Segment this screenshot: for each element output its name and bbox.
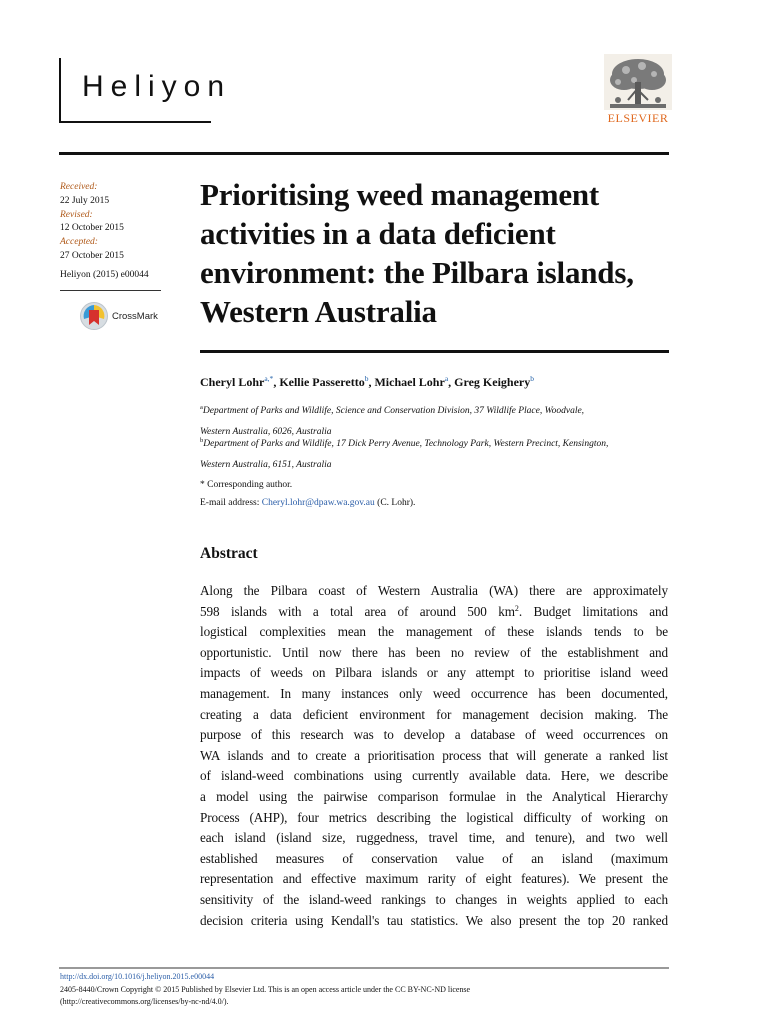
abstract-line: decision criteria using Kendall's tau statistics. We also present the top 20 ranked: [200, 912, 668, 928]
affiliation: [200, 430, 670, 476]
author-marks[interactable]: a,*: [264, 374, 274, 383]
author-name: Kellie Passeretto: [279, 375, 365, 389]
publisher-name: ELSEVIER: [607, 111, 669, 125]
author-separator: ,: [368, 375, 375, 389]
email-suffix: (C. Lohr).: [374, 498, 416, 508]
footer-rule: [59, 967, 669, 969]
author-separator: ,: [448, 375, 455, 389]
article-citation: Heliyon (2015) e00044: [60, 270, 149, 280]
author-marks[interactable]: a: [444, 374, 449, 383]
author-marks[interactable]: b: [530, 374, 534, 383]
superscript: 2: [514, 603, 519, 613]
affiliation-line: Western Australia, 6026, Australia: [200, 427, 332, 437]
abstract-line: Along the Pilbara coast of Western Australia (WA) there are approximately: [200, 583, 668, 598]
history-rule: [60, 290, 161, 291]
abstract-line: Process (AHP), four metrics describing the logistical difficulty of working on: [200, 809, 668, 825]
journal-name: Heliyon: [82, 70, 232, 103]
license-link[interactable]: (http://creativecommons.org/licenses/by-nc-nd/4.0/).: [60, 997, 229, 1007]
abstract-heading: Abstract: [200, 545, 258, 562]
abstract-line: established measures of conservation value of an island (maximum: [200, 850, 668, 866]
abstract-line: purpose of this research was to develop a database of weed occurrences on: [200, 727, 668, 743]
abstract-line: a model using the pairwise comparison formulae in the Analytical Hierarchy: [200, 788, 668, 804]
article-title: Prioritising weed management activities in a data deficient environment: the Pilbara islands, Western Australia: [200, 177, 634, 329]
email-label: E-mail address:: [200, 498, 262, 508]
corresponding-author: [200, 476, 415, 512]
abstract-line: creating a data deficient environment for management decision making. The: [200, 706, 668, 722]
accepted-label: Accepted:: [60, 237, 98, 248]
abstract-line: opportunistic. Until now there has been no review of the establishment and: [200, 644, 668, 660]
affiliation-mark: a: [200, 404, 203, 411]
abstract-line: impacts of weeds on Pilbara islands or any attempt to prioritise island weed: [200, 665, 668, 681]
abstract-line: management. In many instances only weed occurrence has been documented,: [200, 685, 668, 701]
crossmark-label: CrossMark: [112, 310, 158, 322]
abstract-line-text: . Budget limitations and: [518, 603, 668, 619]
received-date: 22 July 2015: [60, 195, 110, 206]
affiliation-mark: b: [200, 437, 204, 444]
copyright-line: 2405-8440/Crown Copyright © 2015 Published by Elsevier Ltd. This is an open access article under the CC BY-NC-ND license: [60, 984, 471, 994]
author-separator: ,: [273, 375, 280, 389]
author-name: Greg Keighery: [454, 375, 531, 389]
email-link[interactable]: Cheryl.lohr@dpaw.wa.gov.au: [261, 498, 375, 508]
abstract-line: sensitivity of the island-weed rankings to changes in weights applied to each: [200, 891, 668, 907]
article-history: [60, 181, 170, 264]
abstract-line: logistical complexities mean the management of these islands tends to be: [200, 624, 668, 640]
doi-link[interactable]: http://dx.doi.org/10.1016/j.heliyon.2015.e00044: [60, 972, 215, 981]
author-name: Michael Lohr: [374, 375, 445, 389]
title-rule: [200, 350, 669, 353]
corresponding-note: * Corresponding author.: [200, 480, 293, 490]
abstract-body: [200, 581, 668, 931]
abstract-line: WA islands and to create a prioritisation process that will generate a ranked list: [200, 747, 668, 763]
header-rule: [59, 152, 669, 155]
crossmark-button[interactable]: [79, 301, 171, 331]
abstract-line-text: 598 islands with a total area of around 500 km: [200, 603, 515, 619]
page-footer: [60, 971, 670, 1009]
abstract-line: each island (island size, ruggedness, travel time, and tenure), and two well: [200, 830, 668, 846]
revised-label: Revised:: [60, 209, 93, 220]
accepted-date: 27 October 2015: [60, 250, 124, 261]
abstract-line: representation and effective maximum rarity of eight features). We present the: [200, 871, 668, 887]
crossmark-icon: [79, 301, 109, 331]
received-label: Received:: [60, 182, 98, 192]
revised-date: 12 October 2015: [60, 223, 124, 234]
affiliation-line: Department of Parks and Wildlife, Science and Conservation Division, 37 Wildlife Place, Woodvale,: [202, 406, 585, 416]
affiliation-line: Western Australia, 6151, Australia: [200, 460, 332, 470]
author-name: Cheryl Lohr: [200, 375, 265, 389]
author-list: [200, 374, 534, 390]
affiliation-line: Department of Parks and Wildlife, 17 Dick Perry Avenue, Technology Park, Western Precinct, Kensington,: [203, 439, 609, 449]
abstract-line: of island-weed combinations using currently available data. Here, we describe: [200, 768, 668, 784]
abstract-line: [200, 602, 668, 623]
author-marks[interactable]: b: [364, 374, 369, 383]
